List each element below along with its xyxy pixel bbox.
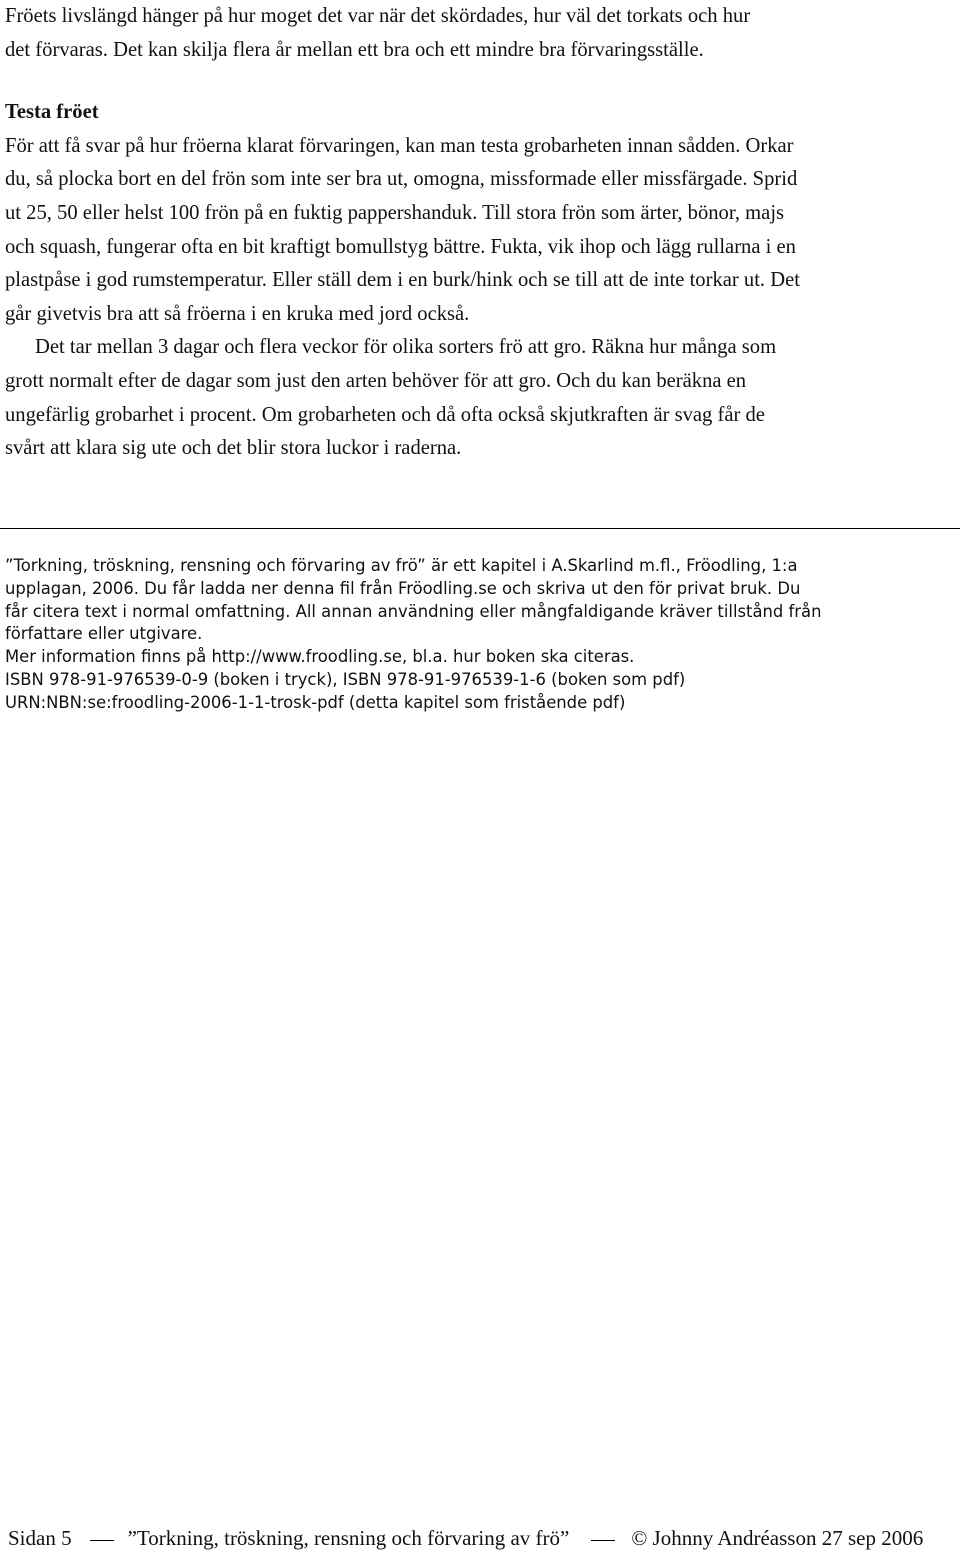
footnote-line: får citera text i normal omfattning. All annan användning eller mångfaldigande kräver tillstånd från	[5, 601, 822, 621]
paragraph-line: går givetvis bra att så fröerna i en kruka med jord också.	[5, 302, 470, 325]
page-footer	[8, 1524, 960, 1552]
paragraph-line: grott normalt efter de dagar som just den arten behöver för att gro. Och du kan beräkna en	[5, 369, 747, 392]
footnote-line: författare eller utgivare.	[5, 624, 203, 644]
paragraph-line: du, så plocka bort en del frön som inte ser bra ut, omogna, missformade eller missfärgade. Sprid	[5, 168, 798, 191]
footer-dash	[591, 1540, 615, 1541]
paragraph-line: svårt att klara sig ute och det blir stora luckor i raderna.	[5, 437, 462, 460]
intro-line: det förvaras. Det kan skilja flera år mellan ett bra och ett mindre bra förvaringsställe.	[5, 38, 704, 61]
footnote	[5, 555, 955, 715]
paragraph-line: plastpåse i god rumstemperatur. Eller ställ dem i en burk/hink och se till att de inte torkar ut. Det	[5, 269, 800, 292]
footnote-line: ”Torkning, tröskning, rensning och förvaring av frö” är ett kapitel i A.Skarlind m.fl., Fröodling, 1:a	[5, 556, 798, 575]
page-number: Sidan 5	[8, 1526, 72, 1550]
footnote-divider	[0, 528, 960, 529]
footer-copyright: © Johnny Andréasson 27 sep 2006	[631, 1526, 924, 1550]
footnote-line: URN:NBN:se:froodling-2006-1-1-trosk-pdf (detta kapitel som fristående pdf)	[5, 692, 626, 712]
footnote-line: ISBN 978-91-976539-0-9 (boken i tryck), ISBN 978-91-976539-1-6 (boken som pdf)	[5, 669, 686, 689]
footnote-line: upplagan, 2006. Du får ladda ner denna fil från Fröodling.se och skriva ut den för privat bruk. Du	[5, 578, 801, 598]
section-heading: Testa fröet	[5, 101, 99, 124]
body-text	[5, 0, 955, 466]
paragraph-line: och squash, fungerar ofta en bit kraftigt bomullstyg bättre. Fukta, vik ihop och lägg rullarna i en	[5, 235, 796, 258]
paragraph-line: ungefärlig grobarhet i procent. Om grobarheten och då ofta också skjutkraften är svag får de	[5, 403, 765, 426]
paragraph-line: För att få svar på hur fröerna klarat förvaringen, kan man testa grobarheten innan sådden. Orkar	[5, 134, 794, 157]
footnote-line: Mer information finns på http://www.froodling.se, bl.a. hur boken ska citeras.	[5, 647, 635, 667]
paragraph-line: Det tar mellan 3 dagar och flera veckor för olika sorters frö att gro. Räkna hur många som	[35, 336, 777, 359]
paragraph-line: ut 25, 50 eller helst 100 frön på en fuktig pappershanduk. Till stora frön som ärter, bönor, majs	[5, 201, 785, 224]
footer-chapter-title: ”Torkning, tröskning, rensning och förvaring av frö”	[127, 1526, 570, 1550]
intro-line: Fröets livslängd hänger på hur moget det var när det skördades, hur väl det torkats och hur	[5, 5, 751, 27]
footer-dash	[90, 1540, 114, 1541]
